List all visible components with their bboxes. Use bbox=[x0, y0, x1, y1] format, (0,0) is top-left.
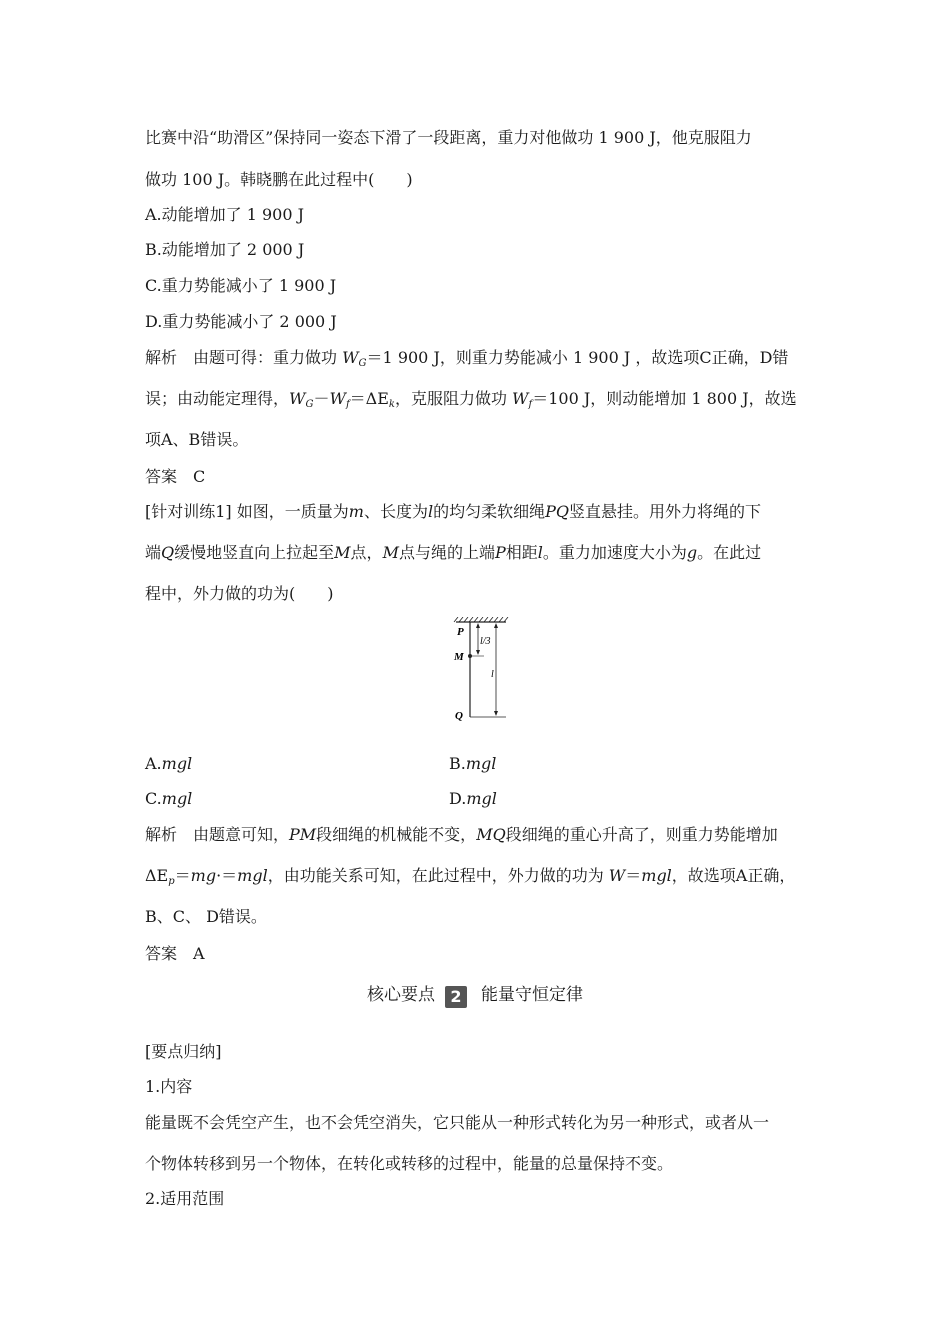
summary-item-2-title: 2.适用范围 bbox=[145, 1189, 225, 1208]
analysis-1-line-2: 误；由动能定理得，$W_G-W_f=\Delta E_k$，克服阻力做功 $W_f=100$ J，则动能增加 1 800 J，故选 bbox=[145, 389, 797, 410]
question-2-line-2: 端Q缓慢地竖直向上拉起至M点，M点与绳的上端P相距l。重力加速度大小为g。在此过 bbox=[145, 543, 762, 562]
summary-item-1-line-1: 能量既不会凭空产生，也不会凭空消失，它只能从一种形式转化为另一种形式，或者从一 bbox=[145, 1113, 770, 1132]
summary-tag: [要点归纳] bbox=[145, 1042, 222, 1061]
question-intro-line-2: 做功 100 J。韩晓鹏在此过程中( ) bbox=[145, 170, 413, 189]
analysis-2-line-3: B、C、 D错误。 bbox=[145, 907, 267, 926]
option-2-b: B.mgl bbox=[449, 754, 497, 773]
answer-1: 答案 C bbox=[145, 467, 206, 486]
question-intro-line-1: 比赛中沿“助滑区”保持同一姿态下滑了一段距离，重力对他做功 1 900 J，他克服阻力 bbox=[145, 128, 752, 147]
option-d: D.重力势能减小了 2 000 J bbox=[145, 312, 337, 331]
summary-item-1-line-2: 个物体转移到另一个物体，在转化或转移的过程中，能量的总量保持不变。 bbox=[145, 1154, 674, 1173]
answer-2: 答案 A bbox=[145, 944, 205, 963]
analysis-1-line-3: 项A、B错误。 bbox=[145, 430, 249, 449]
option-a: A.动能增加了 1 900 J bbox=[145, 205, 305, 224]
option-b: B.动能增加了 2 000 J bbox=[145, 240, 305, 259]
section-number-badge: 2 bbox=[445, 986, 467, 1008]
section-heading bbox=[0, 983, 950, 1008]
question-2-line-3: 程中，外力做的功为( ) bbox=[145, 584, 334, 603]
option-2-c: C.mgl bbox=[145, 789, 193, 808]
label-p: P bbox=[457, 626, 464, 638]
section-prefix: 核心要点 bbox=[367, 985, 435, 1005]
analysis-2-line-1: 解析 由题意可知，PM段细绳的机械能不变，MQ段细绳的重心升高了，则重力势能增加 bbox=[145, 825, 778, 844]
label-l: l bbox=[491, 669, 494, 680]
label-l3: l/3 bbox=[480, 636, 491, 647]
ceiling-hatch bbox=[454, 617, 508, 622]
option-c: C.重力势能减小了 1 900 J bbox=[145, 276, 337, 295]
analysis-2-line-2: $\Delta E_p=mg\cdot=mgl$，由功能关系可知，在此过程中，外力做的功为 W＝mgl，故选项A正确， bbox=[145, 866, 796, 887]
label-q: Q bbox=[455, 710, 463, 721]
summary-item-1-title: 1.内容 bbox=[145, 1077, 193, 1096]
label-m: M bbox=[454, 651, 464, 663]
option-2-d: D.mgl bbox=[449, 789, 497, 808]
question-2-line-1: [针对训练1] 如图，一质量为m、长度为l的均匀柔软细绳PQ竖直悬挂。用外力将绳的下 bbox=[145, 502, 761, 521]
section-title: 能量守恒定律 bbox=[481, 985, 583, 1005]
rope-figure bbox=[448, 617, 510, 721]
option-2-a: A.mgl bbox=[145, 754, 193, 773]
analysis-1-line-1: 解析 由题可得：重力做功 $W_G=1$ 900 J，则重力势能减小 1 900 J ，故选项C正确，D错 bbox=[145, 348, 789, 369]
